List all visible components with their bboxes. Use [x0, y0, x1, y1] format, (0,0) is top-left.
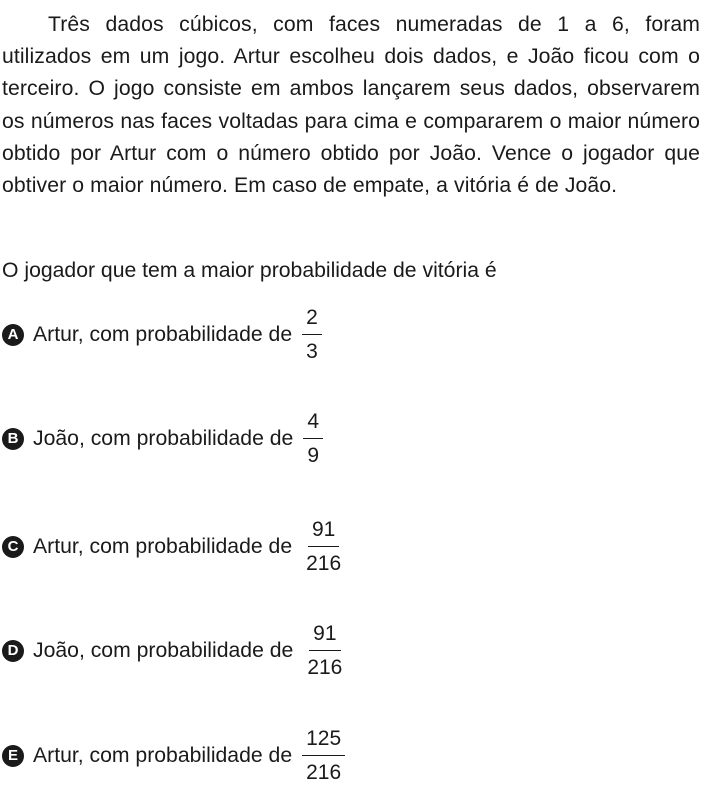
option-c[interactable]: [2, 514, 345, 580]
fraction-denominator: 216: [306, 761, 342, 784]
option-letter-badge: C: [2, 536, 24, 558]
option-d[interactable]: [2, 618, 346, 684]
question-prompt: O jogador que tem a maior probabilidade de vitória é: [2, 259, 497, 282]
option-b[interactable]: [2, 406, 323, 472]
fraction-numerator: 4: [303, 409, 323, 439]
fraction-denominator: 216: [307, 656, 343, 679]
fraction-denominator: 9: [307, 444, 319, 467]
probability-fraction: [302, 305, 322, 365]
option-text: Artur, com probabilidade de: [33, 744, 293, 767]
option-letter-badge: D: [2, 640, 24, 662]
fraction-denominator: 3: [306, 340, 318, 363]
option-text: Artur, com probabilidade de: [33, 323, 293, 346]
option-letter-badge: A: [2, 324, 24, 346]
probability-fraction: [303, 409, 323, 469]
probability-fraction: [302, 726, 345, 786]
option-letter-badge: E: [2, 745, 24, 767]
option-text: João, com probabilidade de: [33, 639, 294, 662]
option-a[interactable]: [2, 302, 322, 368]
option-text: João, com probabilidade de: [33, 427, 294, 450]
option-e[interactable]: [2, 723, 345, 789]
probability-fraction: [302, 517, 345, 577]
question: [2, 9, 700, 784]
fraction-numerator: 91: [309, 621, 340, 651]
fraction-denominator: 216: [306, 552, 342, 575]
probability-fraction: [303, 621, 346, 681]
option-letter-badge: B: [2, 428, 24, 450]
fraction-numerator: 2: [302, 305, 322, 335]
fraction-numerator: 125: [302, 726, 345, 756]
question-stem: Três dados cúbicos, com faces numeradas de 1 a 6, foram utilizados em um jogo. Artur escolheu dois dados, e João ficou com o terceiro. O jogo consiste em ambos lançarem seus dados, observarem os números nas faces voltadas para cima e compararem o maior número obtido por Artur com o número obtido por João. Vence o jogador que obtiver o maior número. Em caso de empate, a vitória é de João.: [2, 13, 700, 198]
option-text: Artur, com probabilidade de: [33, 535, 293, 558]
fraction-numerator: 91: [308, 517, 339, 547]
